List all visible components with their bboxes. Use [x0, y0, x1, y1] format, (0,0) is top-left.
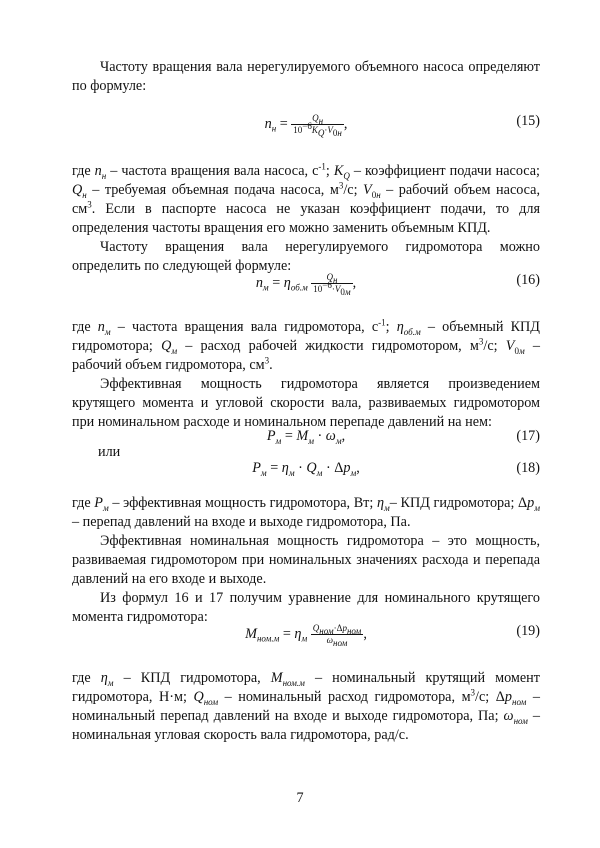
- page-number: 7: [296, 790, 304, 806]
- equation-19-formula: $M_{ном.м} = \eta_м$ $\frac{Q_{ном}\cdot\Delta p_{ном}}{\omega_{ном}}$ ,: [245, 623, 367, 648]
- paragraph-torque-definitions: где $\eta_м$ – КПД гидромотора, $M_{ном.м}$ – номинальный крутящий момент гидромотора, Н·м; $Q_{ном}$ – номинальный расход гидромотора, $м^3/с$; $\Delta p_{ном}$ – номинальный перепад давлений на входе и выходе гидромотора, Па; $\omega_{ном}$ – номинальная угловая скорость вала гидромотора, рад/с.: [72, 670, 541, 743]
- paragraph-motor-speed-definitions: где $n_м$ – частота вращения вала гидромотора, $с^{-1}$; $\eta_{об.м}$ – объемный КПД гидромотора; $Q_м$ – расход рабочей жидкости гидромотором, $м^3/с$; $V_{0м}$ – рабочий объем гидромотора, $см^3$.: [72, 317, 540, 373]
- equation-18: [72, 460, 540, 488]
- equation-18-formula: $P_м = \eta_м \cdot Q_м \cdot \Delta p_м$,: [252, 460, 360, 478]
- equation-16-formula: $n_м = \eta_{об.м}$ $\frac{Q_н}{10^{-6}\cdot V_{0м}}$ ,: [255, 272, 357, 297]
- paragraph-motor-speed-intro: Частоту вращения вала нерегулируемого гидромотора можно определить по следующей формуле:: [72, 239, 540, 274]
- paragraph-torque-intro: Из формул 16 и 17 получим уравнение для номинального крутящего момента гидромотора:: [72, 590, 540, 625]
- paragraph-pump-speed-definitions: где $n_н$ – частота вращения вала насоса, $с^{-1}$; $K_Q$ – коэффициент подачи насоса; $Q_н$ – требуемая объемная подача насоса, $м^3/с$; $V_{0н}$ – рабочий объем насоса, $см^3$. Если в паспорте насоса не указан коэффициент подачи, то для определения частоты вращения его можно заменить объемным КПД.: [72, 161, 540, 236]
- equation-17: [72, 428, 540, 456]
- equation-16-number: (16): [516, 272, 540, 288]
- paragraph-effective-power-definitions: где $P_м$ – эффективная мощность гидромотора, Вт; $\eta_м-$ КПД гидромотора; $\Delta p_м$ – перепад давлений на входе и выходе гидромотора, Па.: [72, 495, 540, 530]
- equation-16: [72, 272, 540, 300]
- equation-15: [72, 113, 540, 141]
- equation-15-formula: $n_н$ = $\frac{Q_н}{10^{-6}K_Q\cdot V_{0н}}$ ,: [264, 113, 348, 138]
- equation-17-number: (17): [516, 428, 540, 444]
- equation-17-formula: $P_м = M_м \cdot \omega_м$,: [266, 428, 346, 446]
- equation-18-number: (18): [516, 460, 540, 476]
- paragraph-nominal-power: Эффективная номинальная мощность гидромотора – это мощность, развиваемая гидромотором при номинальных значениях расхода и перепада давлений на его входе и выходе.: [72, 533, 540, 587]
- connector-word-ili: или: [98, 444, 121, 460]
- equation-19-number: (19): [516, 623, 540, 639]
- equation-15-number: (15): [516, 113, 540, 129]
- paragraph-effective-power-intro: Эффективная мощность гидромотора является произведением крутящего момента и угловой скорости вала, развиваемых гидромотором при номинальном расходе и номинальном перепаде давлений на нем:: [72, 376, 540, 430]
- paragraph-pump-speed-intro: Частоту вращения вала нерегулируемого объемного насоса определяют по формуле:: [72, 59, 540, 94]
- equation-19: [72, 623, 540, 651]
